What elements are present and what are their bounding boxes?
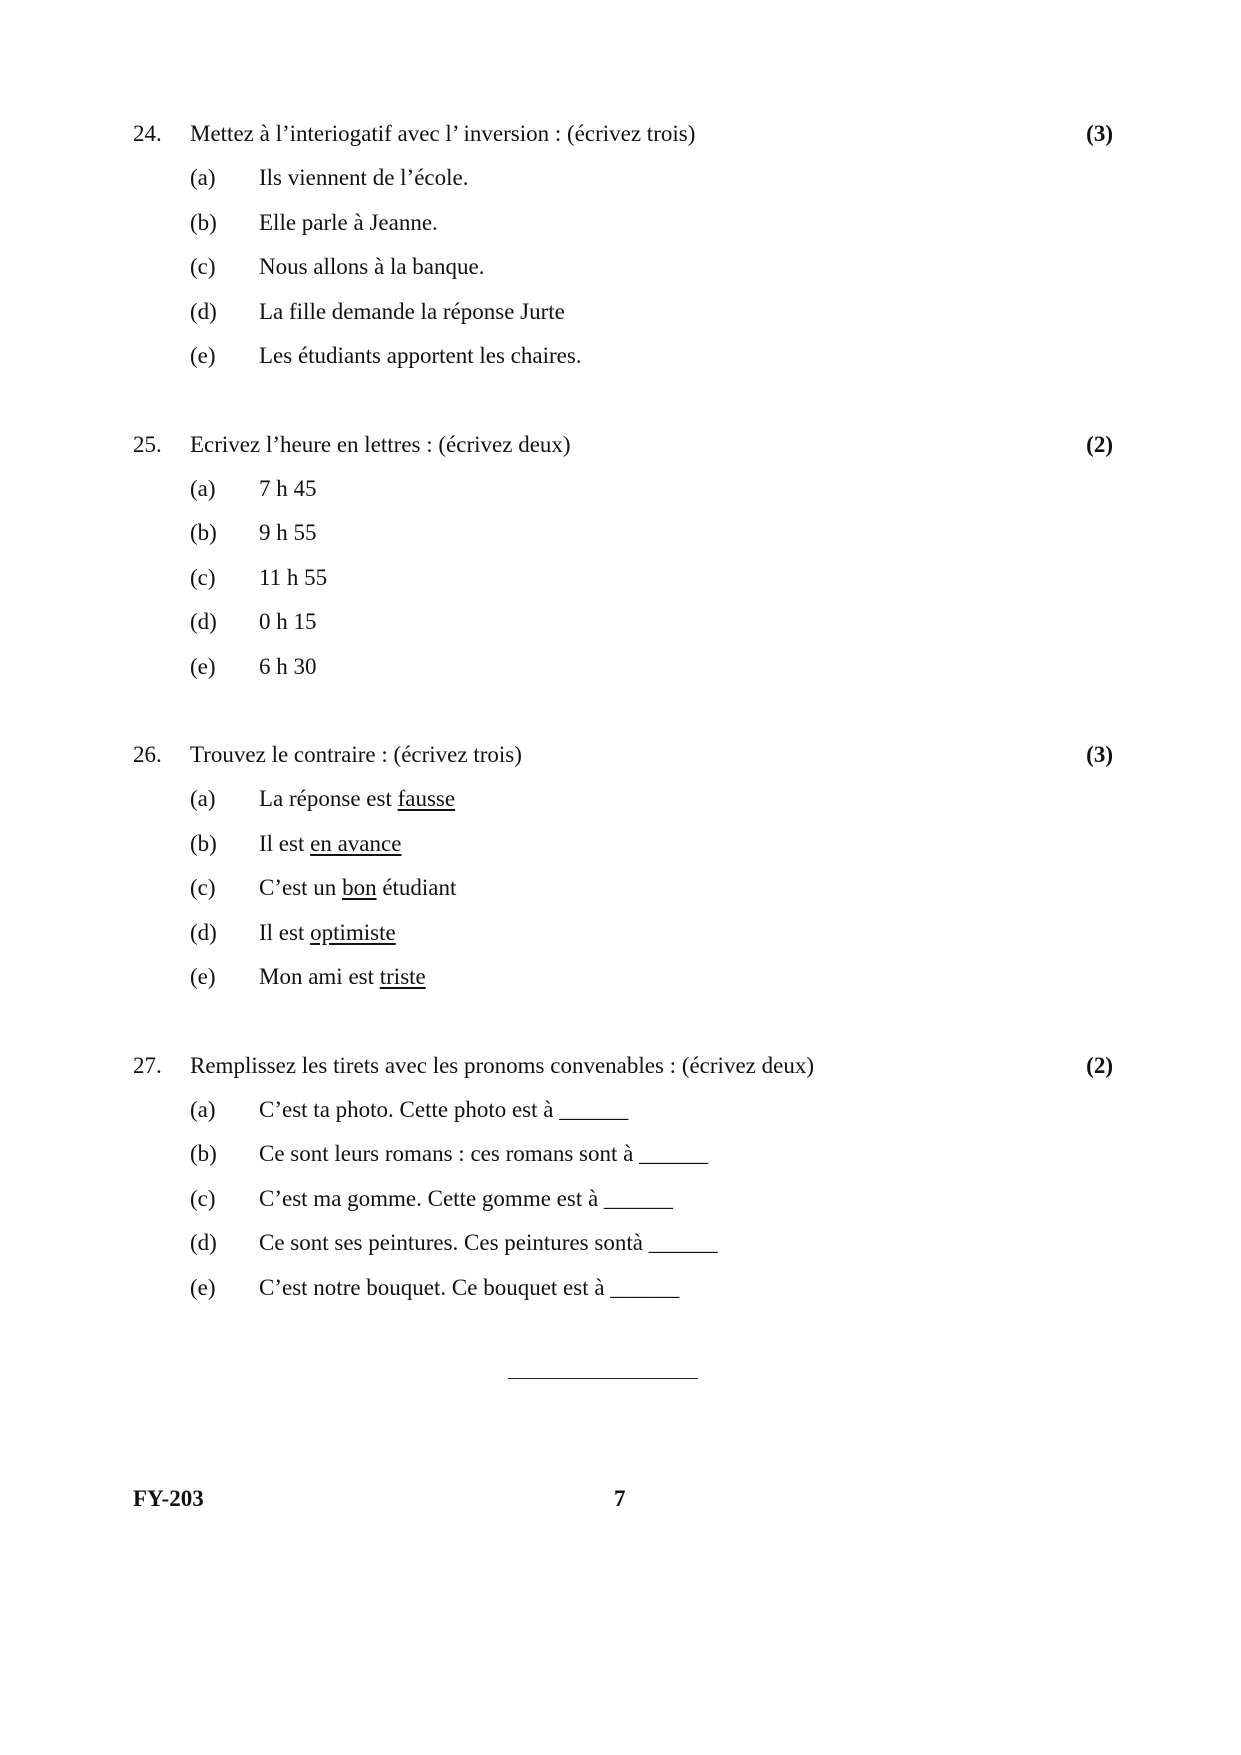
question-prompt: Remplissez les tirets avec les pronoms convenables : (écrivez deux) [190,1052,814,1078]
item-text [259,511,317,555]
question-item [133,1088,1113,1133]
item-label: (a) [190,165,216,190]
question-prompt: Ecrivez l’heure en lettres : (écrivez deux) [190,431,571,457]
question-item [133,1132,1113,1177]
question-marks: (2) [1086,431,1113,457]
item-label: (d) [190,919,217,945]
item-label: (b) [190,830,217,856]
item-text [259,201,438,245]
item-label: (b) [190,209,217,235]
item-label: (a) [190,786,216,811]
question-27 [133,1044,1113,1311]
item-label: (c) [190,875,216,900]
underlined-word: en avance [310,830,402,856]
question-header [133,423,1113,467]
item-text-segment: Les étudiants apportent les chaires. [259,343,582,368]
question-item [133,1266,1113,1311]
underlined-word: triste [379,964,426,989]
item-text [259,1266,679,1310]
question-24 [133,112,1113,379]
item-text-segment: C’est ta photo. Cette photo est à ______ [259,1096,629,1122]
item-label: (b) [190,1141,217,1166]
item-text-segment: Ils viennent de l’école. [259,165,469,190]
question-item [133,290,1113,335]
question-item [133,866,1113,911]
item-text [259,334,582,378]
item-text-segment: Il est [259,830,311,856]
item-label: (c) [190,564,216,590]
item-text [259,556,327,600]
question-item [133,556,1113,601]
question-number: 24. [133,121,162,146]
item-text-segment: Ce sont ses peintures. Ces peintures sontà ______ [259,1230,718,1255]
item-text [259,777,455,821]
item-text-segment: C’est ma gomme. Cette gomme est à ______ [259,1185,673,1211]
paper-code: FY-203 [133,1486,204,1511]
item-text-segment: 9 h 55 [259,520,317,545]
item-text [259,1132,708,1176]
underlined-word: optimiste [310,919,396,945]
item-text-segment: Elle parle à Jeanne. [259,209,438,235]
item-text-segment: étudiant [376,875,457,900]
question-item [133,645,1113,690]
item-label: (d) [190,298,217,324]
question-marks: (2) [1086,1052,1113,1078]
question-26 [133,733,1113,1000]
question-item [133,334,1113,379]
item-text [259,467,317,511]
item-text-segment: Il est [259,919,311,945]
question-item [133,156,1113,201]
underlined-word: fausse [397,786,456,811]
item-label: (e) [190,964,216,989]
questions-section [133,112,1113,1354]
question-25 [133,423,1113,690]
item-text [259,1177,673,1221]
question-header [133,112,1113,156]
underlined-word: bon [342,875,377,900]
item-label: (b) [190,520,217,545]
item-label: (a) [190,475,216,501]
question-item [133,955,1113,1000]
item-label: (e) [190,343,216,368]
item-text-segment: 6 h 30 [259,653,317,679]
question-item [133,822,1113,867]
question-item [133,1221,1113,1266]
question-header [133,1044,1113,1088]
question-number: 26. [133,742,162,767]
question-marks: (3) [1086,742,1113,767]
item-text [259,1088,628,1132]
item-text [259,822,401,866]
item-text [259,290,565,334]
item-text-segment: Ce sont leurs romans : ces romans sont à ______ [259,1141,709,1166]
question-item [133,777,1113,822]
item-text-segment: La réponse est [259,786,398,811]
item-text [259,600,317,644]
item-text [259,245,484,289]
item-label: (a) [190,1096,216,1122]
item-text [259,1221,718,1265]
item-label: (d) [190,609,217,634]
item-text [259,866,456,910]
item-label: (c) [190,1185,216,1211]
item-label: (d) [190,1230,217,1255]
question-prompt: Mettez à l’interiogatif avec l’ inversion : (écrivez trois) [190,121,696,146]
question-number: 27. [133,1052,162,1078]
question-prompt: Trouvez le contraire : (écrivez trois) [190,742,522,767]
item-text [259,645,317,689]
item-text [259,955,426,999]
end-of-section-rule [508,1378,698,1379]
question-header [133,733,1113,777]
item-label: (e) [190,653,216,679]
item-label: (c) [190,254,216,279]
question-item [133,201,1113,246]
item-text-segment: 0 h 15 [259,609,317,634]
item-text [259,911,396,955]
item-text-segment: C’est notre bouquet. Ce bouquet est à ______ [259,1274,680,1300]
item-label: (e) [190,1274,216,1300]
question-item [133,1177,1113,1222]
question-item [133,600,1113,645]
page-number: 7 [614,1486,626,1511]
question-item [133,911,1113,956]
item-text-segment: C’est un [259,875,343,900]
item-text [259,156,468,200]
item-text-segment: La fille demande la réponse Jurte [259,298,565,324]
item-text-segment: Nous allons à la banque. [259,254,485,279]
item-text-segment: 7 h 45 [259,475,317,501]
question-item [133,511,1113,556]
question-marks: (3) [1086,121,1113,146]
question-number: 25. [133,431,162,457]
question-item [133,245,1113,290]
item-text-segment: 11 h 55 [259,564,328,590]
question-item [133,467,1113,512]
item-text-segment: Mon ami est [259,964,380,989]
